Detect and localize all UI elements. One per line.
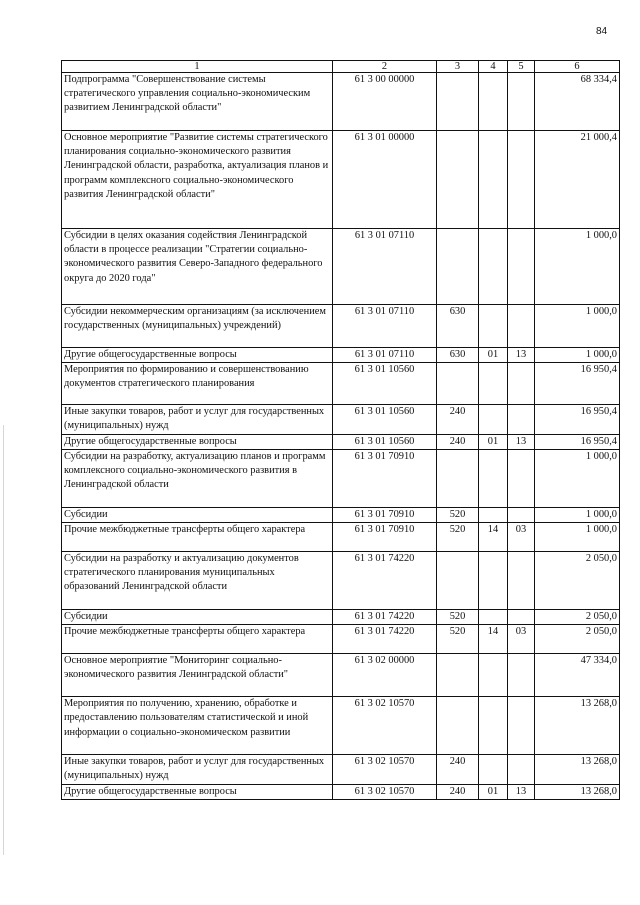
row-subsection-cell — [508, 131, 535, 229]
row-subsection-cell: 03 — [508, 523, 535, 552]
row-name-cell: Субсидии — [62, 507, 333, 522]
row-subsection-cell — [508, 405, 535, 434]
row-code-cell: 61 3 01 10560 — [333, 434, 437, 449]
row-section-cell — [479, 229, 508, 305]
row-sum-cell: 16 950,4 — [535, 363, 620, 405]
row-subsection-cell: 13 — [508, 348, 535, 363]
row-sum-cell: 16 950,4 — [535, 405, 620, 434]
row-section-cell — [479, 507, 508, 522]
table-row — [62, 229, 620, 305]
row-section-cell — [479, 305, 508, 348]
row-sum-cell: 16 950,4 — [535, 434, 620, 449]
row-subsection-cell — [508, 73, 535, 131]
row-expense-type-cell — [437, 363, 479, 405]
row-code-cell: 61 3 01 70910 — [333, 449, 437, 507]
table-row — [62, 348, 620, 363]
row-section-cell — [479, 755, 508, 784]
row-sum-cell: 1 000,0 — [535, 507, 620, 522]
row-subsection-cell — [508, 449, 535, 507]
table-row — [62, 507, 620, 522]
table-row — [62, 755, 620, 784]
table-row — [62, 73, 620, 131]
table-header-row — [62, 61, 620, 73]
row-code-cell: 61 3 01 70910 — [333, 507, 437, 522]
row-code-cell: 61 3 02 10570 — [333, 697, 437, 755]
row-code-cell: 61 3 01 70910 — [333, 523, 437, 552]
row-expense-type-cell — [437, 697, 479, 755]
row-subsection-cell — [508, 610, 535, 625]
row-code-cell: 61 3 02 10570 — [333, 755, 437, 784]
header-cell-3: 3 — [437, 61, 479, 73]
table-row — [62, 697, 620, 755]
row-section-cell — [479, 449, 508, 507]
row-sum-cell: 1 000,0 — [535, 523, 620, 552]
row-sum-cell: 2 050,0 — [535, 625, 620, 654]
header-cell-2: 2 — [333, 61, 437, 73]
table-row — [62, 305, 620, 348]
row-subsection-cell — [508, 654, 535, 697]
row-sum-cell: 1 000,0 — [535, 229, 620, 305]
row-name-cell: Другие общегосударственные вопросы — [62, 434, 333, 449]
row-expense-type-cell: 630 — [437, 348, 479, 363]
row-expense-type-cell: 520 — [437, 625, 479, 654]
row-subsection-cell — [508, 755, 535, 784]
row-section-cell — [479, 552, 508, 610]
row-code-cell: 61 3 01 74220 — [333, 625, 437, 654]
row-subsection-cell — [508, 697, 535, 755]
row-expense-type-cell: 240 — [437, 405, 479, 434]
row-section-cell — [479, 363, 508, 405]
budget-table — [61, 60, 620, 800]
row-subsection-cell — [508, 507, 535, 522]
row-subsection-cell — [508, 305, 535, 348]
row-subsection-cell: 03 — [508, 625, 535, 654]
row-sum-cell: 68 334,4 — [535, 73, 620, 131]
scan-margin-line — [3, 425, 4, 855]
row-expense-type-cell: 520 — [437, 507, 479, 522]
row-sum-cell: 21 000,4 — [535, 131, 620, 229]
row-expense-type-cell — [437, 654, 479, 697]
table-row — [62, 523, 620, 552]
page-number: 84 — [596, 26, 608, 37]
row-expense-type-cell: 630 — [437, 305, 479, 348]
row-code-cell: 61 3 00 00000 — [333, 73, 437, 131]
row-subsection-cell — [508, 229, 535, 305]
table-row — [62, 784, 620, 799]
table-row — [62, 405, 620, 434]
table-row — [62, 625, 620, 654]
row-expense-type-cell — [437, 449, 479, 507]
row-name-cell: Субсидии на разработку, актуализацию планов и программ комплексного социально-экономического развития в Ленинградской области — [62, 449, 333, 507]
row-name-cell: Основное мероприятие "Развитие системы стратегического планирования социально-экономического развития Ленинградской области, разработка, актуализация планов и программ комплексного социально-экономического развития Ленинградской области" — [62, 131, 333, 229]
row-name-cell: Другие общегосударственные вопросы — [62, 348, 333, 363]
row-code-cell: 61 3 02 10570 — [333, 784, 437, 799]
row-section-cell — [479, 697, 508, 755]
table-row — [62, 363, 620, 405]
row-sum-cell: 13 268,0 — [535, 755, 620, 784]
row-section-cell: 01 — [479, 784, 508, 799]
row-subsection-cell — [508, 552, 535, 610]
header-cell-1: 1 — [62, 61, 333, 73]
row-expense-type-cell — [437, 131, 479, 229]
row-expense-type-cell — [437, 552, 479, 610]
row-sum-cell: 1 000,0 — [535, 305, 620, 348]
row-name-cell: Субсидии на разработку и актуализацию документов стратегического планирования муниципальных образований Ленинградской области — [62, 552, 333, 610]
row-sum-cell: 13 268,0 — [535, 697, 620, 755]
row-name-cell: Подпрограмма "Совершенствование системы стратегического управления социально-экономическим развитием Ленинградской области" — [62, 73, 333, 131]
row-name-cell: Прочие межбюджетные трансферты общего характера — [62, 523, 333, 552]
row-section-cell: 01 — [479, 348, 508, 363]
header-cell-4: 4 — [479, 61, 508, 73]
row-expense-type-cell: 520 — [437, 610, 479, 625]
row-expense-type-cell: 240 — [437, 755, 479, 784]
row-code-cell: 61 3 01 74220 — [333, 610, 437, 625]
row-code-cell: 61 3 01 07110 — [333, 305, 437, 348]
row-name-cell: Мероприятия по формированию и совершенствованию документов стратегического планирования — [62, 363, 333, 405]
row-sum-cell: 1 000,0 — [535, 348, 620, 363]
row-section-cell — [479, 405, 508, 434]
row-code-cell: 61 3 01 74220 — [333, 552, 437, 610]
row-expense-type-cell: 240 — [437, 784, 479, 799]
row-subsection-cell: 13 — [508, 434, 535, 449]
row-section-cell — [479, 73, 508, 131]
row-subsection-cell: 13 — [508, 784, 535, 799]
row-expense-type-cell — [437, 73, 479, 131]
row-expense-type-cell — [437, 229, 479, 305]
row-subsection-cell — [508, 363, 535, 405]
row-code-cell: 61 3 02 00000 — [333, 654, 437, 697]
row-code-cell: 61 3 01 00000 — [333, 131, 437, 229]
row-name-cell: Субсидии в целях оказания содействия Ленинградской области в процессе реализации "Стратегии социально-экономического развития Северо-Западного федерального округа до 2020 года" — [62, 229, 333, 305]
table-row — [62, 131, 620, 229]
row-name-cell: Другие общегосударственные вопросы — [62, 784, 333, 799]
row-section-cell — [479, 654, 508, 697]
row-code-cell: 61 3 01 10560 — [333, 363, 437, 405]
table-row — [62, 449, 620, 507]
row-section-cell: 01 — [479, 434, 508, 449]
row-sum-cell: 1 000,0 — [535, 449, 620, 507]
row-section-cell: 14 — [479, 625, 508, 654]
row-sum-cell: 13 268,0 — [535, 784, 620, 799]
row-expense-type-cell: 240 — [437, 434, 479, 449]
table-row — [62, 434, 620, 449]
row-name-cell: Иные закупки товаров, работ и услуг для государственных (муниципальных) нужд — [62, 755, 333, 784]
header-cell-5: 5 — [508, 61, 535, 73]
row-code-cell: 61 3 01 07110 — [333, 348, 437, 363]
row-name-cell: Основное мероприятие "Мониторинг социально-экономического развития Ленинградской области" — [62, 654, 333, 697]
row-sum-cell: 2 050,0 — [535, 552, 620, 610]
row-code-cell: 61 3 01 07110 — [333, 229, 437, 305]
table-row — [62, 552, 620, 610]
row-name-cell: Прочие межбюджетные трансферты общего характера — [62, 625, 333, 654]
row-name-cell: Субсидии некоммерческим организациям (за исключением государственных (муниципальных) учреждений) — [62, 305, 333, 348]
header-cell-6: 6 — [535, 61, 620, 73]
row-section-cell: 14 — [479, 523, 508, 552]
row-sum-cell: 2 050,0 — [535, 610, 620, 625]
table-row — [62, 654, 620, 697]
row-expense-type-cell: 520 — [437, 523, 479, 552]
table-row — [62, 610, 620, 625]
row-name-cell: Субсидии — [62, 610, 333, 625]
row-sum-cell: 47 334,0 — [535, 654, 620, 697]
row-section-cell — [479, 610, 508, 625]
row-code-cell: 61 3 01 10560 — [333, 405, 437, 434]
row-section-cell — [479, 131, 508, 229]
row-name-cell: Мероприятия по получению, хранению, обработке и предоставлению пользователям статистической и иной информации о социально-экономическом развитии — [62, 697, 333, 755]
row-name-cell: Иные закупки товаров, работ и услуг для государственных (муниципальных) нужд — [62, 405, 333, 434]
